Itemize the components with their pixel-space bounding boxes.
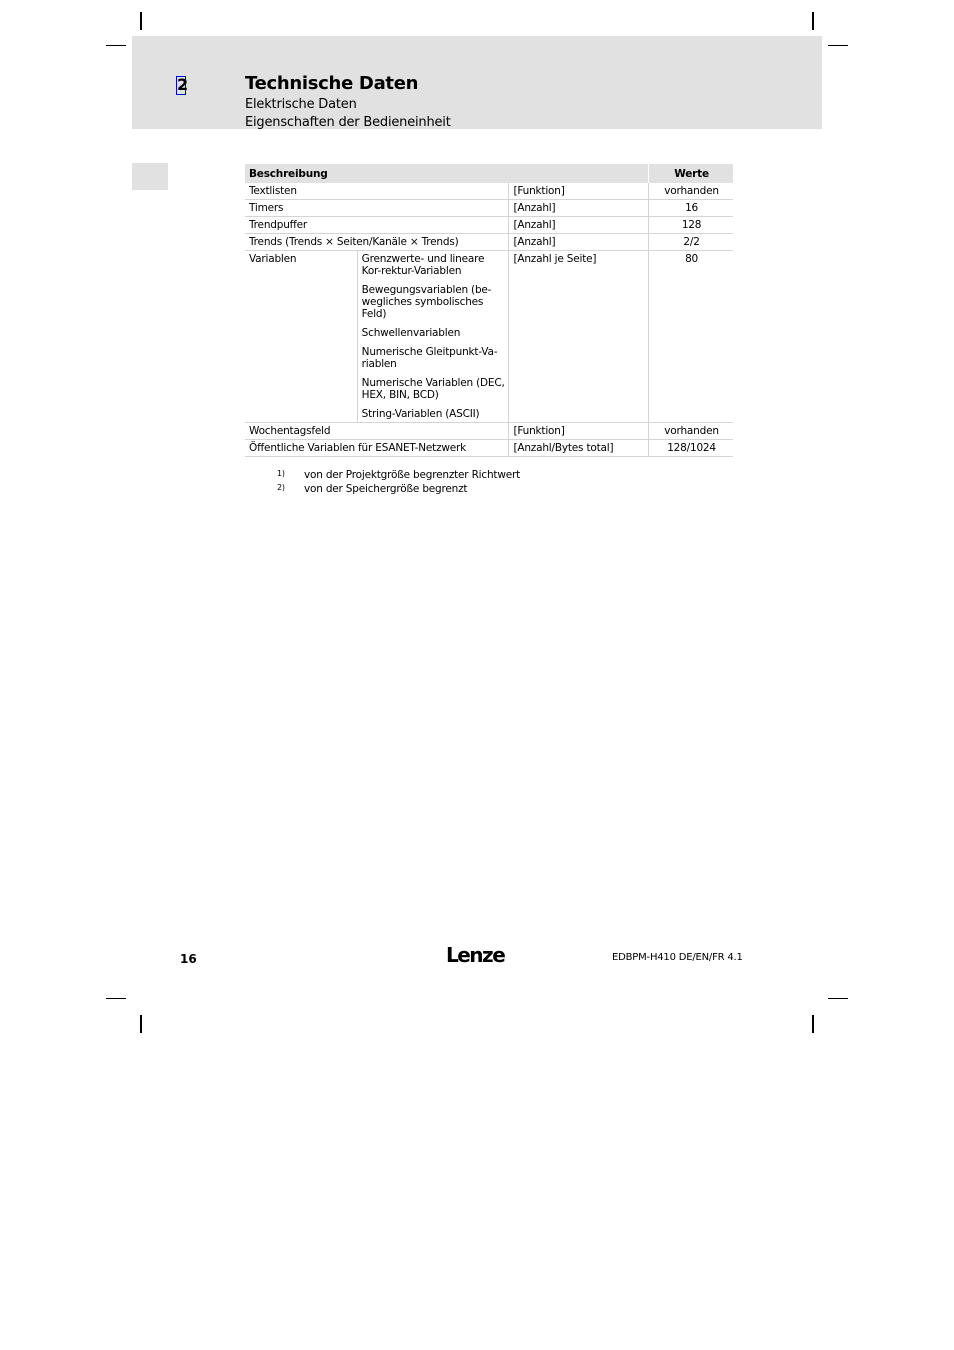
row-label: Trends (Trends × Seiten/Kanäle × Trends) [245,234,509,251]
side-marker-box [132,163,168,190]
row-unit: [Funktion] [509,183,649,200]
row-value: 16 [649,200,733,217]
crop-mark [812,1015,814,1033]
row-unit: [Anzahl] [509,234,649,251]
crop-mark [812,12,814,30]
row-label: Öffentliche Variablen für ESANET-Netzwerk [245,440,509,457]
row-value: 2/2 [649,234,733,251]
footnote-1-text: von der Projektgröße begrenzter Richtwert [304,469,521,481]
table-row [245,217,733,234]
crop-mark [106,998,126,999]
chapter-number-link[interactable]: 2 [177,75,189,94]
header-description: Beschreibung [245,164,649,183]
variable-type-item: Grenzwerte- und lineare Kor-rektur-Variablen [361,253,485,277]
row-label: Variablen [245,251,357,423]
subsection-subtitle: Eigenschaften der Bedieneinheit [245,115,451,130]
row-value: 128 [649,217,733,234]
table-row [245,183,733,200]
variable-type-item: Schwellenvariablen [361,327,461,339]
variable-type-item: Numerische Gleitpunkt-Va-riablen [361,346,498,370]
row-label: Trendpuffer [245,217,509,234]
variable-types-cell [357,251,509,423]
footnote-mark: 2) [277,483,285,492]
section-subtitle: Elektrische Daten [245,97,357,112]
table-row-variables [245,251,733,423]
variable-type-item: Numerische Variablen (DEC, HEX, BIN, BCD) [361,377,505,401]
row-value: vorhanden [649,423,733,440]
table-row [245,200,733,217]
crop-mark [828,998,848,999]
variable-type-item: String-Variablen (ASCII) [361,408,480,420]
row-value: vorhanden [649,183,733,200]
table-row [245,234,733,251]
row-label: Textlisten [245,183,509,200]
crop-mark [106,45,126,46]
page-title: Technische Daten [245,73,419,94]
row-value: 128/1024 [649,440,733,457]
row-unit: [Anzahl] [509,217,649,234]
table-row [245,423,733,440]
crop-mark [828,45,848,46]
table-row [245,440,733,457]
row-unit: [Anzahl/Bytes total] [509,440,649,457]
header-values: Werte [649,164,733,183]
row-label: Wochentagsfeld [245,423,509,440]
row-unit: [Funktion] [509,423,649,440]
row-unit: [Anzahl je Seite] [509,251,649,423]
crop-mark [140,1015,142,1033]
crop-mark [140,12,142,30]
footnote-2-text: von der Speichergröße begrenzt [304,483,468,495]
footnote-2 [277,481,285,493]
row-value: 80 [649,251,733,423]
specification-table [245,164,733,457]
footnote-1 [277,467,285,479]
row-unit: [Anzahl] [509,200,649,217]
lenze-logo: Lenze [446,943,505,967]
table-header-row [245,164,733,183]
row-label: Timers [245,200,509,217]
variable-type-item: Bewegungsvariablen (be-wegliches symbolisches Feld) [361,284,492,320]
footnote-mark: 1) [277,469,285,478]
document-id: EDBPM-H410 DE/EN/FR 4.1 [612,952,743,963]
page-number: 16 [180,952,197,966]
header-band [132,36,822,129]
